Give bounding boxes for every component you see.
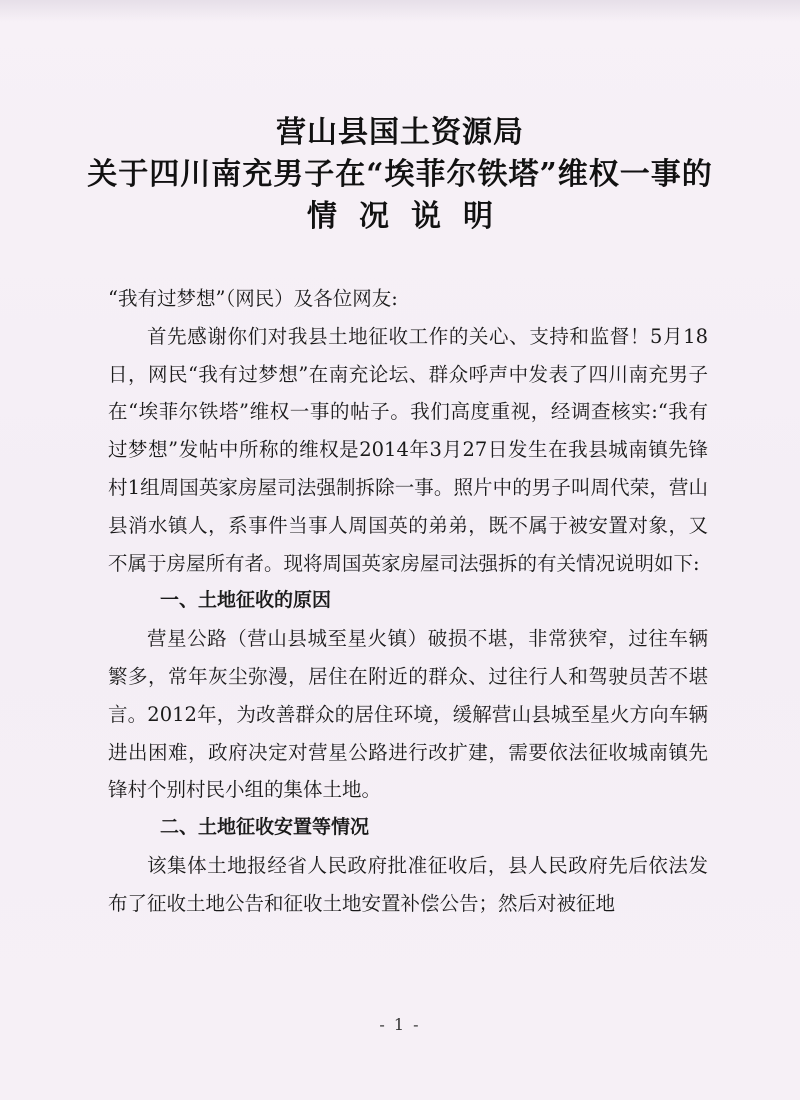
intro-paragraph: 首先感谢你们对我县土地征收工作的关心、支持和监督！5月18日，网民“我有过梦想”在南充论坛、群众呼声中发表了四川南充男子在“埃菲尔铁塔”维权一事的帖子。我们高度重视，经调查核实:“我有过梦想”发帖中所称的维权是2014年3月27日发生在我县城南镇先锋村1组周国英家房屋司法强制拆除一事。照片中的男子叫周代荣，营山县消水镇人，系事件当事人周国英的弟弟，既不属于被安置对象，又不属于房屋所有者。现将周国英家房屋司法强拆的有关情况说明如下: bbox=[108, 324, 708, 575]
section-heading-2: 二、土地征收安置等情况 bbox=[160, 816, 370, 839]
page-number: - 1 - bbox=[379, 1015, 421, 1034]
salutation: “我有过梦想”（网民）及各位网友: bbox=[108, 287, 398, 310]
title-line-subject: 关于四川南充男子在“埃菲尔铁塔”维权一事的 bbox=[87, 157, 713, 192]
title-line-issuer: 营山县国土资源局 bbox=[276, 115, 524, 150]
document-title bbox=[0, 112, 800, 238]
section-heading-1: 一、土地征收的原因 bbox=[160, 589, 332, 612]
section-2-paragraph: 该集体土地报经省人民政府批准征收后，县人民政府先后依法发布了征收土地公告和征收土地安置补偿公告；然后对被征地 bbox=[108, 853, 708, 915]
section-1-paragraph: 营星公路（营山县城至星火镇）破损不堪，非常狭窄，过往车辆繁多，常年灰尘弥漫，居住在附近的群众、过往行人和驾驶员苦不堪言。2012年，为改善群众的居住环境，缓解营山县城至星火方向车辆进出困难，政府决定对营星公路进行改扩建，需要依法征收城南镇先锋村个别村民小组的集体土地。 bbox=[108, 627, 708, 802]
title-line-type: 情况说明 bbox=[307, 199, 515, 234]
scan-edge-shadow bbox=[0, 0, 800, 22]
document-body bbox=[108, 280, 708, 923]
